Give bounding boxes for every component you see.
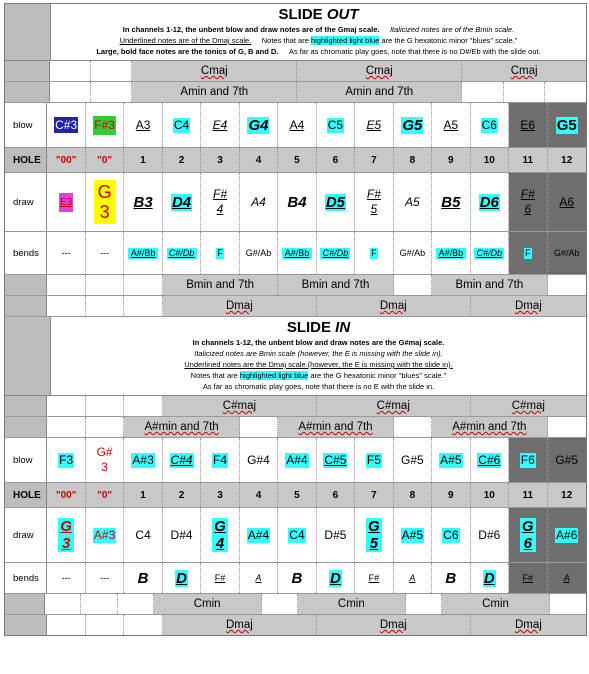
slide-in-bend-row: bends --- --- B D F# A B D F# A B D F# A xyxy=(5,563,586,594)
slide-in-draw-row: draw G3 A#3 C4 D#4 G4 A#4 C4 D#5 G5 A#5 C6 D#6 G6 A#6 xyxy=(5,508,586,563)
note-d5: D5 xyxy=(325,193,346,211)
note-a6: A6 xyxy=(559,194,575,209)
note-e4: E4 xyxy=(212,117,228,132)
slide-in-blow-row: blow F3 G#3 A#3 C#4 F4 G#4 A#4 C#5 F5 G#5 A#5 C#6 F6 G#5 xyxy=(5,438,586,483)
slide-in-note-5: As far as chromatic play goes, note that there is no E with the slide in. xyxy=(202,382,435,391)
slide-out-header xyxy=(5,4,586,61)
note-b3: B3 xyxy=(133,193,153,211)
note-d4: D4 xyxy=(171,193,192,211)
slide-out-note-2: Underlined notes are of the Dmaj scale. Notes that are highlighted light blue are the G hexatonic minor "blues" scale." xyxy=(119,36,518,45)
note-a5-draw: A5 xyxy=(405,194,420,209)
slide-out-note-3: Large, bold face notes are the tonics of G, B and D. As far as chromatic play goes, note that there is no D#/Eb with the slide out. xyxy=(96,47,541,56)
slide-out-title: SLIDE OUT xyxy=(278,6,359,23)
note-c6: C6 xyxy=(481,117,497,132)
note-g5-12: G5 xyxy=(556,116,577,134)
slide-out-bot-keys: Dmaj Dmaj Dmaj xyxy=(5,296,586,317)
note-b5: B5 xyxy=(441,193,461,211)
note-e3: E3 xyxy=(59,193,73,212)
harmonica-chart xyxy=(4,3,587,636)
slide-in-title: SLIDE IN xyxy=(286,319,351,336)
note-fs3: F#3 xyxy=(94,117,115,132)
slide-out-bot-sub: Bmin and 7th Bmin and 7th Bmin and 7th xyxy=(5,275,586,296)
note-a5: A5 xyxy=(443,117,459,132)
slide-out-bend-row: bends --- --- A#/Bb C#/Db F G#/Ab A#/Bb C#/Db F G#/Ab A#/Bb C#/Db F G#/Ab xyxy=(5,232,586,275)
slide-out-hole-row: HOLE "00" "0" 1 2 3 4 5 6 7 8 9 10 11 12 xyxy=(5,148,586,173)
note-g3: G3 xyxy=(94,180,116,224)
note-a4-draw: A4 xyxy=(251,194,266,209)
slide-out-note-1: In channels 1-12, the unbent blow and draw notes are of the Gmaj scale. Italicized notes are of the Bmin scale. xyxy=(122,25,515,34)
note-c4: C4 xyxy=(173,117,190,132)
slide-in-note-3: Underlined notes are the Dmaj scale (however, the E is missing with the slide in). xyxy=(184,360,453,369)
slide-in-hole-row: HOLE "00" "0" 1 2 3 4 5 6 7 8 9 10 11 12 xyxy=(5,483,586,508)
note-e6: E6 xyxy=(520,117,536,132)
slide-in-top-sub: A#min and 7th A#min and 7th A#min and 7th xyxy=(5,417,586,438)
note-e5: E5 xyxy=(366,117,382,132)
note-cs3: C#3 xyxy=(55,118,78,132)
slide-in-note-2: Italicized notes are Bmin scale (however, the E is missing with the slide in). xyxy=(194,349,443,358)
note-d6: D6 xyxy=(479,193,499,211)
slide-in-note-4: Notes that are highlighted light blue are the G hexatonic minor "blues" scale." xyxy=(190,371,447,380)
slide-in-bot-keys: Dmaj Dmaj Dmaj xyxy=(5,615,586,635)
slide-in-note-1: In channels 1-12, the unbent blow and draw notes are the G#maj scale. xyxy=(192,338,445,347)
slide-out-blow-row: blow C#3 F#3 A3 C4 E4 G4 A4 C5 E5 G5 A5 C6 E6 G5 xyxy=(5,103,586,148)
note-b4: B4 xyxy=(287,193,307,211)
slide-out-top-sub: Amin and 7th Amin and 7th xyxy=(5,82,586,103)
slide-out-top-keys: Cmaj Cmaj Cmaj xyxy=(5,61,586,82)
slide-in-bot-sub: Cmin Cmin Cmin xyxy=(5,594,586,615)
note-c5: C5 xyxy=(327,117,344,132)
slide-in-header xyxy=(5,317,586,396)
note-fs5: F#5 xyxy=(366,187,381,216)
note-a3: A3 xyxy=(135,117,151,132)
note-fs6: F#6 xyxy=(520,187,535,216)
slide-in-top-keys: C#maj C#maj C#maj xyxy=(5,396,586,417)
note-fs4: F#4 xyxy=(213,187,228,216)
note-g4: G4 xyxy=(248,116,269,134)
note-g5: G5 xyxy=(402,116,423,134)
slide-out-draw-row: draw E3 G3 B3 D4 F#4 A4 B4 D5 F#5 A5 B5 D6 F#6 A6 xyxy=(5,173,586,232)
note-a4: A4 xyxy=(289,117,305,132)
